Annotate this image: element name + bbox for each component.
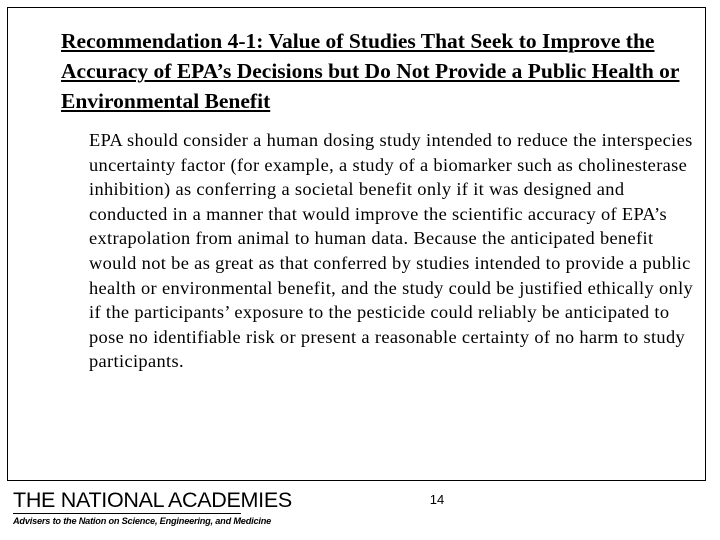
page-number: 14 [429, 492, 445, 507]
slide-title: Recommendation 4-1: Value of Studies That Seek to Improve the Accuracy of EPA’s Decisions but Do Not Provide a Public Health or Environmental Benefit [61, 29, 680, 113]
logo-name: THE NATIONAL ACADEMIES [13, 488, 292, 512]
logo-divider [13, 513, 241, 514]
national-academies-logo [13, 488, 292, 527]
logo-tagline: Advisers to the Nation on Science, Engineering, and Medicine [13, 516, 272, 526]
slide-body-text: EPA should consider a human dosing study intended to reduce the interspecies uncertainty factor (for example, a study of a biomarker such as cholinesterase inhibition) as conferring a societal benefit only if it was designed and conducted in a manner that would improve the scientific accuracy of EPA’s extrapolation from animal to human data. Because the anticipated benefit would not be as great as that conferred by studies intended to provide a public health or environmental benefit, and the study could be justified ethically only if the participants’ exposure to the pesticide could reliably be anticipated to pose no identifiable risk or present a reasonable certainty of no harm to study participants. [89, 130, 694, 372]
